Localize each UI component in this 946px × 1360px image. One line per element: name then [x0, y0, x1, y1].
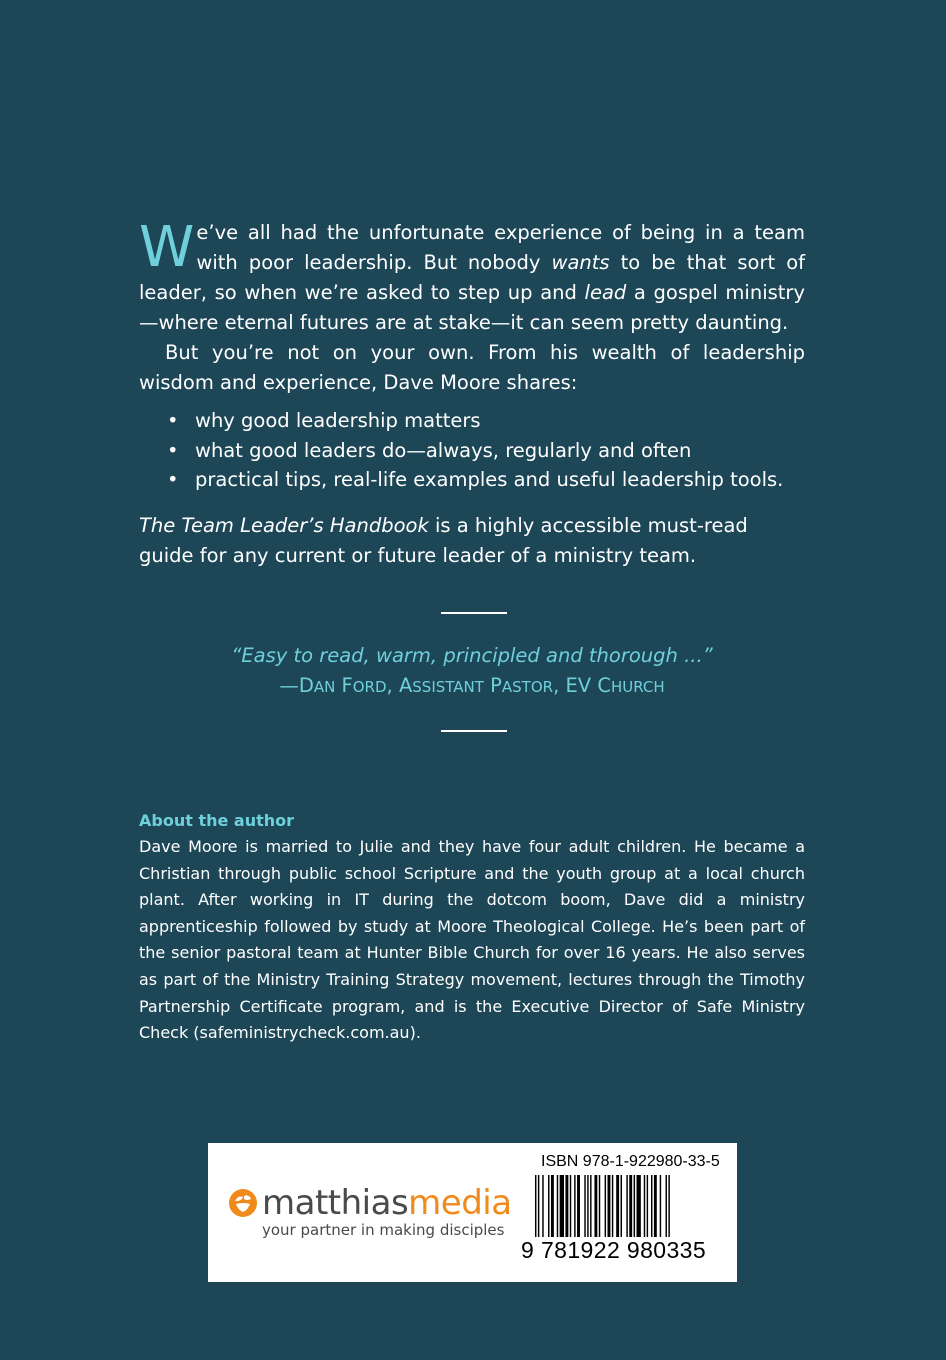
barcode-bar — [668, 1175, 669, 1237]
barcode-bar — [605, 1175, 606, 1237]
shares-list — [139, 406, 805, 495]
about-body: Dave Moore is married to Julie and they have four adult children. He became a Christian through public school Scripture and the youth group at a local church plant. After working in IT during the dotcom boom, Dave did a ministry apprenticeship followed by study at Moore Theological College. He’s been part of the senior pastoral team at Hunter Bible Church for over 16 years. He also serves as part of the Ministry Training Strategy movement, lectures through the Timothy Partnership Certificate program, and is the Executive Director of Safe Ministry Check (safeministrycheck.com.au). — [139, 837, 805, 1043]
barcode-bar — [560, 1175, 564, 1237]
about-author — [139, 808, 805, 1047]
barcode-digits: 9 781922 980335 — [521, 1237, 707, 1263]
list-item: • practical tips, real-life examples and useful leadership tools. — [139, 465, 805, 495]
barcode-bar — [654, 1175, 657, 1237]
book-title: The Team Leader’s Handbook — [139, 513, 429, 537]
barcode-bar — [542, 1175, 543, 1237]
blurb-closing: The Team Leader’s Handbook is a highly accessible must-read guide for any current or future leader of a ministry team. — [139, 513, 748, 567]
barcode-bar — [551, 1175, 554, 1237]
barcode-bar — [590, 1175, 591, 1237]
isbn-barcode — [521, 1153, 731, 1273]
barcode-bar — [621, 1175, 622, 1237]
endorsement-quote: “Easy to read, warm, principled and thorough ...” — [231, 644, 713, 667]
barcode-bar — [634, 1175, 635, 1237]
barcode-bar — [594, 1175, 597, 1237]
blurb-paragraph-1: We’ve all had the unfortunate experience of being in a team with poor leadership. But nobody wants to be that sort of leader, so when we’re asked to step up and lead a gospel ministry—where eternal futures are at stake—it can seem pretty daunting. — [139, 215, 805, 334]
barcode-bar — [666, 1175, 667, 1237]
barcode-bar — [626, 1175, 627, 1237]
barcode-bar — [535, 1175, 536, 1237]
barcode-bar — [584, 1175, 585, 1237]
isbn-label: ISBN 978-1-922980-33-5 — [541, 1153, 720, 1170]
back-cover-blurb — [139, 215, 805, 571]
publisher-logo — [228, 1183, 512, 1239]
barcode-bar — [608, 1175, 611, 1237]
barcode-bar — [565, 1175, 568, 1237]
barcode-bars — [535, 1175, 725, 1237]
barcode-bar — [587, 1175, 588, 1237]
list-item: • what good leaders do—always, regularly and often — [139, 436, 805, 466]
barcode-bar — [629, 1175, 632, 1237]
divider-top — [441, 612, 507, 614]
publisher-tagline: your partner in making disciples — [262, 1221, 505, 1239]
barcode-bar — [660, 1175, 661, 1237]
endorsement-attribution: —DAN FORD, ASSISTANT PASTOR, EV CHURCH — [279, 674, 665, 697]
barcode-bar — [570, 1175, 571, 1237]
publisher-panel — [208, 1143, 737, 1282]
barcode-bar — [574, 1175, 575, 1237]
divider-bottom — [441, 730, 507, 732]
barcode-bar — [577, 1175, 580, 1237]
barcode-bar — [644, 1175, 645, 1237]
hand-leaf-icon — [228, 1188, 258, 1218]
barcode-bar — [651, 1175, 652, 1237]
barcode-bar — [538, 1175, 539, 1237]
barcode-bar — [599, 1175, 600, 1237]
about-heading: About the author — [139, 811, 295, 830]
drop-cap: W — [139, 215, 195, 280]
endorsement — [139, 641, 805, 702]
bullet-icon: • — [167, 438, 179, 462]
barcode-bar — [616, 1175, 619, 1237]
bullet-icon: • — [167, 409, 179, 432]
publisher-name: matthiasmedia — [262, 1183, 512, 1223]
barcode-bar — [557, 1175, 558, 1237]
barcode-bar — [548, 1175, 549, 1237]
list-item: • why good leadership matters — [139, 406, 805, 436]
bullet-icon: • — [167, 468, 179, 491]
barcode-bar — [612, 1175, 613, 1237]
barcode-bar — [637, 1175, 641, 1237]
blurb-paragraph-2: But you’re not on your own. From his wealth of leadership wisdom and experience, Dave Moore shares: — [139, 341, 805, 394]
barcode-bar — [647, 1175, 648, 1237]
